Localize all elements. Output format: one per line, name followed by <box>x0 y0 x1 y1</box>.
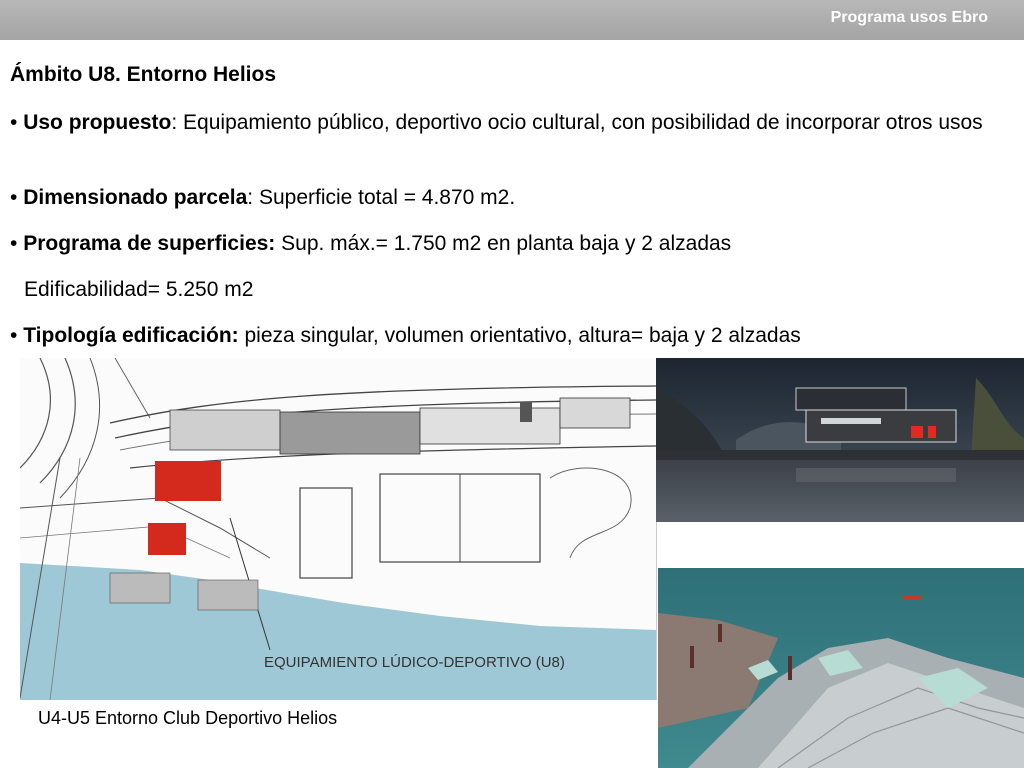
highlight-plot-south <box>148 523 186 555</box>
header-bar <box>0 0 1024 40</box>
bullet-marker: • <box>10 186 18 209</box>
bullet-uso <box>10 108 1000 137</box>
bullet-marker: • <box>10 324 18 347</box>
highlight-plot-north <box>155 461 221 501</box>
edificabilidad-line <box>24 275 1014 304</box>
bullet-dimensionado-label: Dimensionado parcela <box>23 186 248 209</box>
bullet-marker: • <box>10 111 18 134</box>
bullet-uso-label: Uso propuesto <box>23 111 172 134</box>
site-plan-map <box>20 358 657 700</box>
night-rendering-photo <box>656 358 1024 522</box>
edificabilidad-text: Edificabilidad= 5.250 m2 <box>24 278 254 301</box>
header-title: Programa usos Ebro <box>830 9 988 26</box>
bullet-tipologia-text: pieza singular, volumen orientativo, altura= baja y 2 alzadas <box>238 324 801 347</box>
bullet-uso-text: : Equipamiento público, deportivo ocio cultural, con posibilidad de incorporar otros usos <box>171 111 983 134</box>
bullet-tipologia-label: Tipología edificación: <box>23 324 239 347</box>
river-rendering-image <box>658 568 1024 768</box>
bullet-dimensionado <box>10 183 1000 212</box>
bullet-tipologia <box>10 321 1000 350</box>
bullet-programa <box>10 229 1000 258</box>
bullet-dimensionado-text: : Superficie total = 4.870 m2. <box>247 186 516 209</box>
page-title: Ámbito U8. Entorno Helios <box>10 63 277 86</box>
night-rendering-image <box>656 358 1024 522</box>
map-label: EQUIPAMIENTO LÚDICO-DEPORTIVO (U8) <box>264 654 565 671</box>
river-rendering-photo <box>658 568 1024 768</box>
bullet-marker: • <box>10 232 18 255</box>
map-caption: U4-U5 Entorno Club Deportivo Helios <box>38 708 338 728</box>
bullet-programa-label: Programa de superficies: <box>23 232 276 255</box>
bullet-programa-text: Sup. máx.= 1.750 m2 en planta baja y 2 alzadas <box>275 232 732 255</box>
site-plan-drawing <box>20 358 656 700</box>
